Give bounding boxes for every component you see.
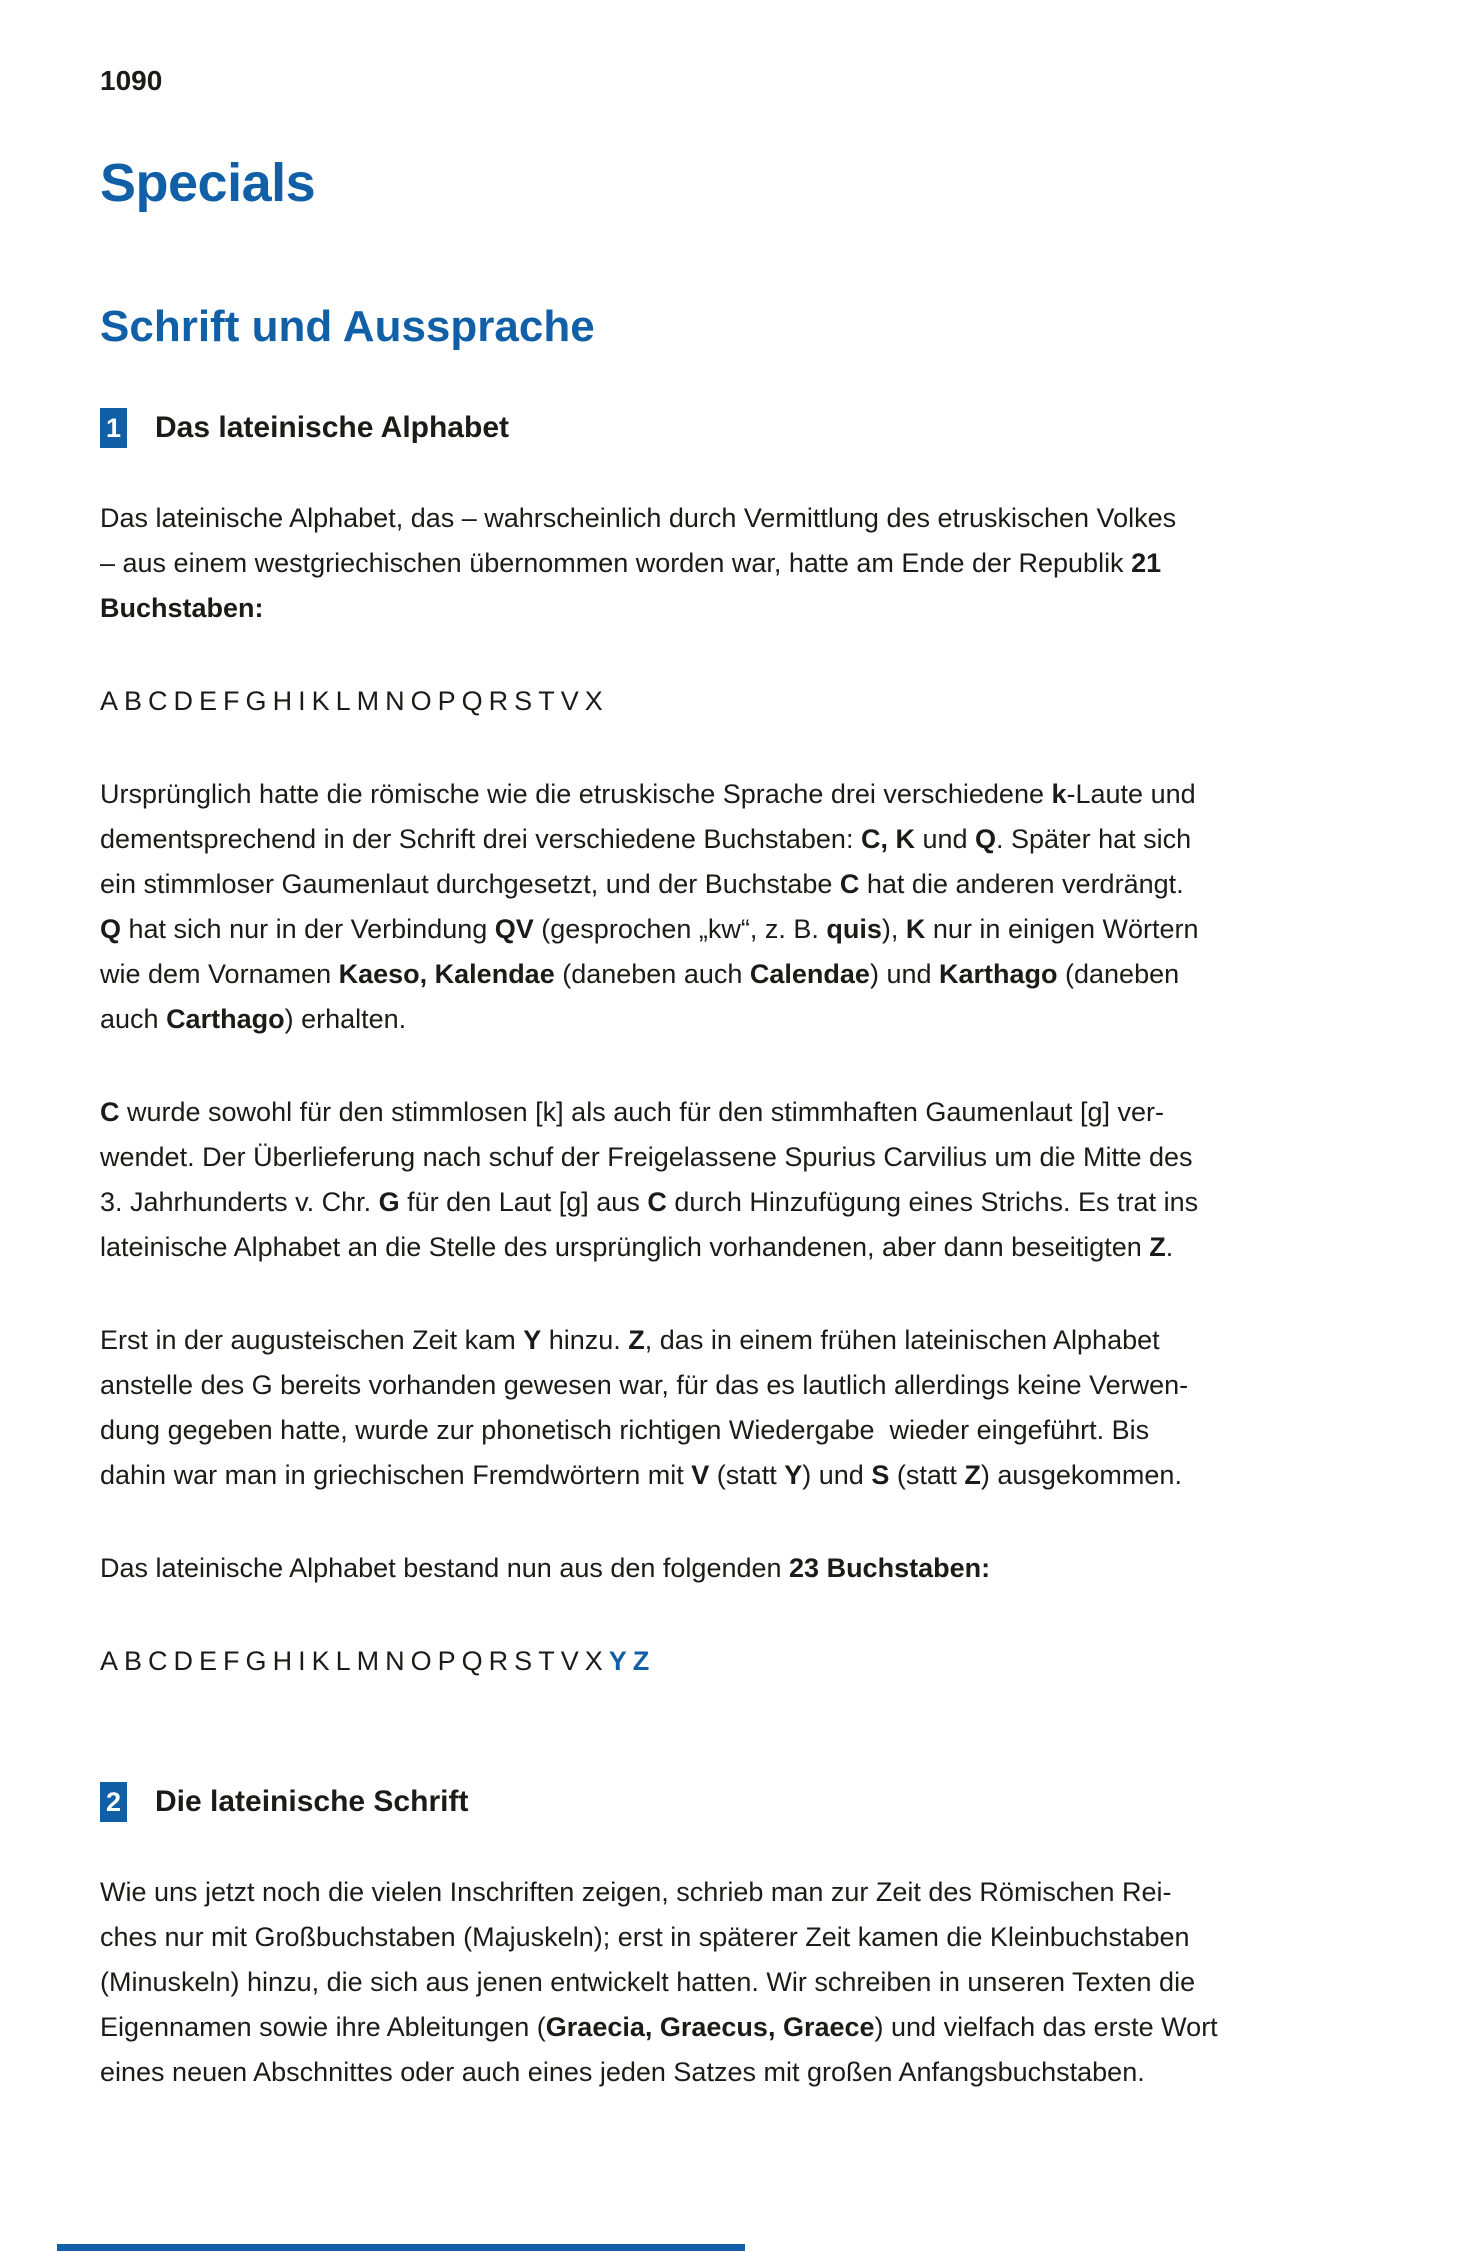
alphabet-letter: B [124, 686, 143, 716]
alphabet-letter: L [335, 1646, 351, 1676]
alphabet-row [100, 1639, 1444, 1684]
alphabet-letter: X [584, 686, 603, 716]
text-segment: (daneben auch [554, 959, 750, 989]
text-segment: , das in einem frühen lateinischen Alphabet [644, 1325, 1160, 1355]
alphabet-letter: L [335, 686, 351, 716]
text-segment: . [1165, 1232, 1174, 1262]
alphabet-letter: G [245, 686, 267, 716]
paragraph-line [100, 1318, 1444, 1363]
text-segment: und [914, 824, 976, 854]
paragraph-line [100, 1960, 1444, 2005]
text-segment: (Minuskeln) hinzu, die sich aus jenen entwickelt hatten. Wir schreiben in unseren Texten die [100, 1967, 1196, 1997]
text-segment: Wie uns jetzt noch die vielen Inschriften zeigen, schrieb man zur Zeit des Römischen Rei- [100, 1877, 1172, 1907]
alphabet-letter-accent: Y [608, 1646, 627, 1676]
alphabet-letter: N [385, 686, 405, 716]
text-segment: durch Hinzufügung eines Strichs. Es trat ins [666, 1187, 1199, 1217]
section-title: Das lateinische Alphabet [155, 411, 509, 444]
text-segment: hat die anderen verdrängt. [859, 869, 1184, 899]
text-segment: . Später hat sich [996, 824, 1192, 854]
alphabet-letter-accent: Z [632, 1646, 650, 1676]
text-segment: G [378, 1187, 400, 1217]
text-segment: S [871, 1460, 890, 1490]
paragraph-line [100, 1870, 1444, 1915]
alphabet-letter: V [560, 686, 579, 716]
text-segment: – aus einem westgriechischen übernommen worden war, hatte am Ende der Republik [100, 548, 1132, 578]
text-segment: Y [523, 1325, 542, 1355]
alphabet-letter: E [199, 686, 218, 716]
section-number-badge: 2 [100, 1782, 127, 1822]
paragraph-line [100, 1915, 1444, 1960]
text-segment: K [905, 914, 926, 944]
text-segment: (gesprochen „kw“, z. B. [533, 914, 827, 944]
text-segment: k [1051, 779, 1067, 809]
alphabet-letter: H [272, 686, 293, 716]
text-segment: V [691, 1460, 710, 1490]
text-segment: wurde sowohl für den stimmlosen [k] als auch für den stimmhaften Gaumenlaut [g] ver- [119, 1097, 1164, 1127]
text-segment: C, K [860, 824, 915, 854]
alphabet-letter: A [100, 686, 119, 716]
text-segment: Das lateinische Alphabet, das – wahrscheinlich durch Vermittlung des etruskischen Volkes [100, 503, 1177, 533]
text-segment: auch [100, 1004, 167, 1034]
text-segment: Q [100, 914, 122, 944]
paragraph-line [100, 2050, 1444, 2095]
alphabet-letter: G [245, 1646, 267, 1676]
paragraph [100, 1546, 1444, 1591]
text-segment: C [647, 1187, 667, 1217]
paragraph-line [100, 1180, 1444, 1225]
text-segment: C [100, 1097, 120, 1127]
text-segment: C [839, 869, 860, 899]
paragraph-line [100, 772, 1444, 817]
paragraph-line [100, 496, 1444, 541]
paragraph [100, 1318, 1444, 1498]
text-segment: dung gegeben hatte, wurde zur phonetisch richtigen Wiedergabe wieder eingeführt. Bis [100, 1415, 1150, 1445]
section-title: Die lateinische Schrift [155, 1785, 469, 1818]
text-segment: eines neuen Abschnittes oder auch eines jeden Satzes mit großen Anfangsbuchstaben. [100, 2057, 1145, 2087]
alphabet-letter: F [223, 686, 240, 716]
paragraph-line [100, 817, 1444, 862]
alphabet-letter: C [148, 1646, 168, 1676]
paragraph-line [100, 862, 1444, 907]
alphabet-letter: D [173, 686, 194, 716]
paragraph-line [100, 1453, 1444, 1498]
alphabet-letter: F [223, 1646, 240, 1676]
text-segment: hat sich nur in der Verbindung [121, 914, 495, 944]
paragraph-line [100, 2005, 1444, 2050]
text-segment: lateinische Alphabet an die Stelle des ursprünglich vorhandenen, aber dann beseitigten [100, 1232, 1150, 1262]
alphabet-letter: P [437, 686, 456, 716]
text-segment: Karthago [939, 959, 1058, 989]
paragraph-line [100, 907, 1444, 952]
alphabet-letter: D [173, 1646, 194, 1676]
paragraph-line [100, 997, 1444, 1042]
text-segment: Eigennamen sowie ihre Ableitungen ( [100, 2012, 546, 2042]
section-1 [100, 408, 1444, 1684]
alphabet-letter: R [488, 686, 509, 716]
main-title: Specials [100, 153, 316, 213]
paragraph-line [100, 1546, 1444, 1591]
paragraph-line [100, 541, 1444, 586]
paragraph [100, 1870, 1444, 2095]
text-segment: für den Laut [g] aus [399, 1187, 648, 1217]
text-segment: Calendae [749, 959, 870, 989]
paragraph-line [100, 586, 1444, 631]
alphabet-letter: P [437, 1646, 456, 1676]
text-segment: Buchstaben: [100, 593, 264, 623]
text-segment: wendet. Der Überlieferung nach schuf der Freigelassene Spurius Carvilius um die Mitte des [100, 1142, 1193, 1172]
alphabet-letter: X [584, 1646, 603, 1676]
alphabet-letter: T [538, 1646, 555, 1676]
alphabet-letter: K [311, 686, 330, 716]
paragraph [100, 1090, 1444, 1270]
text-segment: Erst in der augusteischen Zeit kam [100, 1325, 524, 1355]
text-segment: (daneben [1057, 959, 1180, 989]
alphabet-letter: A [100, 1646, 119, 1676]
text-segment: dahin war man in griechischen Fremdwörtern mit [100, 1460, 692, 1490]
alphabet-letter: I [298, 1646, 306, 1676]
text-segment: ein stimmloser Gaumenlaut durchgesetzt, und der Buchstabe [100, 869, 840, 899]
text-segment: Carthago [166, 1004, 285, 1034]
alphabet-letter: V [560, 1646, 579, 1676]
alphabet-letter: N [385, 1646, 405, 1676]
alphabet-letter: H [272, 1646, 293, 1676]
text-segment: anstelle des G bereits vorhanden gewesen war, für das es lautlich allerdings keine Verwen- [100, 1370, 1189, 1400]
text-segment: dementsprechend in der Schrift drei verschiedene Buchstaben: [100, 824, 861, 854]
text-segment: -Laute und [1066, 779, 1196, 809]
text-segment: Q [975, 824, 997, 854]
text-segment: Y [784, 1460, 803, 1490]
alphabet-letter: M [356, 686, 380, 716]
text-segment: Z [964, 1460, 981, 1490]
section-header [100, 1782, 1444, 1822]
alphabet-letter: O [410, 1646, 432, 1676]
text-segment: ) und vielfach das erste Wort [874, 2012, 1218, 2042]
paragraph-line [100, 1090, 1444, 1135]
paragraph [100, 772, 1444, 1042]
page-number: 1090 [100, 65, 163, 96]
bottom-rule [57, 2244, 745, 2251]
text-segment: Das lateinische Alphabet bestand nun aus den folgenden [100, 1553, 790, 1583]
text-segment: Z [1149, 1232, 1166, 1262]
alphabet-row [100, 679, 1444, 724]
text-segment: ) und [869, 959, 939, 989]
chapter-title: Schrift und Aussprache [100, 302, 595, 351]
text-segment: ), [881, 914, 906, 944]
section-number-badge: 1 [100, 408, 127, 448]
alphabet-letter: B [124, 1646, 143, 1676]
alphabet-letter: Q [461, 686, 483, 716]
text-segment: wie dem Vornamen [100, 959, 339, 989]
paragraph-line [100, 1135, 1444, 1180]
text-segment: Ursprünglich hatte die römische wie die etruskische Sprache drei verschiedene [100, 779, 1052, 809]
section-2 [100, 1732, 1444, 2095]
text-segment: ) ausgekommen. [980, 1460, 1182, 1490]
text-segment: nur in einigen Wörtern [925, 914, 1199, 944]
alphabet-letter: I [298, 686, 306, 716]
text-segment: Graecia, Graecus, Graece [545, 2012, 875, 2042]
paragraph-line [100, 1363, 1444, 1408]
alphabet-letter: T [538, 686, 555, 716]
text-segment: 23 Buchstaben: [789, 1553, 991, 1583]
alphabet-letter: R [488, 1646, 509, 1676]
alphabet-letter: Q [461, 1646, 483, 1676]
paragraph-line [100, 952, 1444, 997]
text-segment: Kaeso, Kalendae [338, 959, 555, 989]
alphabet-letter: M [356, 1646, 380, 1676]
alphabet-letter: E [199, 1646, 218, 1676]
text-segment: 3. Jahrhunderts v. Chr. [100, 1187, 379, 1217]
paragraph-line [100, 1225, 1444, 1270]
text-segment: (statt [709, 1460, 785, 1490]
paragraph [100, 496, 1444, 631]
alphabet-letter: S [514, 686, 533, 716]
section-header [100, 408, 1444, 448]
sections [100, 408, 1444, 2095]
alphabet-letter: K [311, 1646, 330, 1676]
text-segment: QV [494, 914, 534, 944]
alphabet-letter: S [514, 1646, 533, 1676]
paragraph-line [100, 1408, 1444, 1453]
text-segment: hinzu. [541, 1325, 629, 1355]
text-segment: ches nur mit Großbuchstaben (Majuskeln); erst in späterer Zeit kamen die Kleinbuchstaben [100, 1922, 1190, 1952]
text-segment: (statt [889, 1460, 965, 1490]
text-segment: ) und [802, 1460, 872, 1490]
text-segment: quis [826, 914, 882, 944]
text-segment: ) erhalten. [284, 1004, 407, 1034]
text-segment: Z [628, 1325, 645, 1355]
alphabet-letter: O [410, 686, 432, 716]
text-segment: 21 [1131, 548, 1162, 578]
alphabet-letter: C [148, 686, 168, 716]
